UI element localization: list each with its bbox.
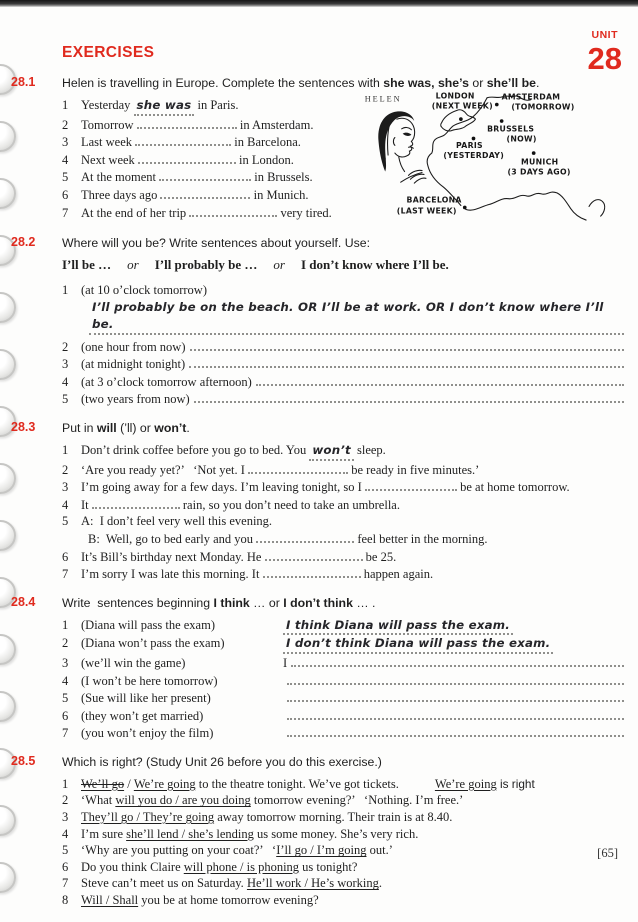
item-text [81,842,624,859]
exercise-item [62,565,624,583]
item-number: 2 [62,462,69,477]
exercise-item [62,776,624,793]
section-instruction [62,236,624,250]
section-number: 28.1 [11,75,36,89]
text-run: Helen is travelling in Europe. Complete the sentences with [62,76,384,90]
item-text [81,186,356,204]
exercise-item [62,390,624,408]
text-run: (we’ll win the game) [81,655,186,670]
item-number: 4 [62,826,69,841]
text-run: I’m sorry I was late this morning. It [81,567,263,582]
exercise-item [62,496,624,514]
exercise-sections [11,75,624,909]
text-run: (at 10 o’clock tomorrow) [81,283,208,297]
text-run: tomorrow evening?’ ‘Nothing. I’m free.’ [250,793,464,808]
item-number: 3 [62,357,69,372]
text-run: be at home tomorrow. [456,480,570,495]
text-run: . [186,420,190,435]
section-instruction [62,596,624,610]
item-number: 1 [62,98,69,112]
text-run: We’ll go [81,776,125,791]
exercise-28.3 [11,419,624,583]
text-run: happen again. [360,567,434,582]
map-label-barcelona: BARCELONA [406,195,462,205]
map-note-paris: (YESTERDAY) [443,150,505,160]
item-text [81,338,624,356]
text-run: I’ll be … [62,257,112,272]
text-run: (two years from now) [81,392,190,407]
item-number: 7 [62,567,69,582]
exercise-item [62,689,624,707]
answer-blank[interactable] [190,338,625,351]
text-run: He’ll work / He’s working [246,876,379,891]
section-instruction [62,76,624,90]
item-number: 3 [62,480,69,495]
map-note-london: (NEXT WEEK) [431,101,493,111]
item-answer [283,672,624,685]
item-number: 8 [62,893,69,908]
text-run: or [273,257,285,272]
text-run: in Brussels. [251,170,313,185]
text-run: I’ll go / I’m going [276,843,367,858]
map-dot-paris [472,137,476,141]
exercise-item-list [62,442,624,583]
exercise-item [62,478,624,496]
item-text [81,892,624,909]
answer-blank[interactable] [160,186,250,199]
item-text [81,875,624,892]
handwritten-answer: I don’t think Diana will pass the exam. [283,635,553,654]
section-number: 28.2 [11,235,36,249]
text-run: will [96,420,117,435]
text-run: Write sentences beginning [62,595,214,610]
answer-blank[interactable] [159,168,251,181]
item-text [81,690,283,707]
handwritten-answer: I think Diana will pass the exam. [283,617,513,636]
item-text [81,708,283,725]
item-text [81,461,624,479]
text-run: We’re going [434,776,497,791]
text-run: Where will you be? Write sentences about yourself. Use: [62,236,371,250]
text-run: Don’t drink coffee before you go to bed. You [81,442,310,457]
exercise-item [62,859,624,876]
exercise-item [62,168,356,186]
text-run: I [283,655,288,670]
map-label-amsterdam: AMSTERDAM [501,92,561,102]
answer-blank[interactable] [248,461,348,474]
text-run: At the end of her trip [81,205,190,220]
text-run: ‘What [81,793,116,808]
text-run: . [378,876,382,891]
text-run: out.’ [366,843,393,858]
binding-ring [0,121,16,152]
exercise-item [69,530,624,548]
text-run: she was, she’s [383,76,469,90]
item-number: 2 [62,117,69,132]
answer-blank[interactable] [92,496,180,509]
item-text [81,826,624,843]
text-run: Which is right? (Study Unit 26 before you do this exercise.) [62,754,382,769]
text-run: in London. [235,152,294,167]
exercise-item [62,186,356,204]
map-note-brussels: (NOW) [506,134,537,144]
text-run: It’s Bill’s birthday next Monday. He [81,549,265,564]
binding-ring [0,520,16,551]
text-run: B: Well, go to bed early and you [88,531,257,546]
item-text [81,776,624,793]
answer-blank[interactable] [287,672,624,685]
text-run: or [127,257,139,272]
item-number: 7 [62,876,69,891]
exercise-item [62,875,624,892]
text-run: very tired. [277,205,332,220]
page-content [11,40,624,922]
item-text [81,655,283,672]
item-text [81,373,624,391]
text-run: Three days ago [81,187,161,202]
text-run: I think [213,595,250,610]
item-answer [283,617,624,636]
exercise-item [62,338,624,356]
exercise-item [62,116,356,134]
item-number: 3 [62,810,69,825]
text-run: … or [249,595,284,610]
handwritten-answer: won’t [309,442,354,461]
item-answer [283,707,624,720]
exercise-28.5 [11,753,624,909]
item-text [81,809,624,826]
text-run: Put in [62,420,97,435]
text-run: feel better in the morning. [354,531,488,546]
item-number: 1 [62,776,69,791]
text-run: At the moment [81,170,160,185]
exercise-item [62,635,624,654]
exercise-item [62,548,624,566]
map-figure-label: HELEN [364,94,402,104]
binding-ring [0,463,16,494]
text-run: is right [496,776,535,791]
text-run: us some money. She’s very rich. [253,826,419,841]
item-text [81,442,624,461]
answer-blank[interactable] [263,565,361,578]
exercise-28.1 [11,75,624,223]
text-run: in Amsterdam. [236,117,314,132]
item-answer [283,654,624,672]
exercise-item [62,151,356,169]
item-number: 4 [62,374,69,389]
exercise-item [62,826,624,843]
map-label-paris: PARIS [456,141,483,151]
text-run: I don’t know where I’ll be. [300,257,449,272]
item-number: 6 [62,708,69,723]
item-text [81,859,624,876]
exercise-28.2 [11,235,624,408]
text-run: us tonight? [299,859,358,874]
binding-ring [0,862,16,893]
map-label-brussels: BRUSSELS [487,124,535,134]
item-answer [283,635,624,654]
item-number: 2 [62,339,69,354]
exercise-item-list [62,776,624,909]
binding-ring [0,691,16,722]
answer-blank[interactable] [189,204,277,217]
text-run: sleep. [353,442,386,457]
exercise-item [62,724,624,742]
text-run: Tomorrow [81,117,137,132]
binding-ring [0,178,16,209]
answer-blank[interactable] [291,654,624,667]
item-text [81,635,283,652]
exercise-item [62,282,624,299]
exercise-item [62,892,624,909]
text-run: away tomorrow morning. Their train is at 8.40. [214,810,453,825]
binding-ring [0,634,16,665]
map-note-munich: (3 DAYS AGO) [507,167,571,177]
map-note-barcelona: (LAST WEEK) [396,206,457,216]
text-run: It [81,497,92,512]
text-run: ‘Are you ready yet?’ ‘Not yet. I [81,462,249,477]
exercise-item [62,513,624,530]
item-text [81,792,624,809]
text-run: (I won’t be here tomorrow) [81,673,218,688]
text-run: in Munich. [250,187,309,202]
text-run: We’re going [133,776,196,791]
exercise-item [62,442,624,461]
text-run: be 25. [362,549,397,564]
answer-blank[interactable] [287,689,624,702]
text-run: rain, so you don’t need to take an umbrella. [179,497,400,512]
europe-map-illustration [358,89,622,223]
text-run: you be at home tomorrow evening? [138,893,319,908]
item-number: 7 [62,726,69,741]
item-number: 1 [62,283,69,297]
item-text [81,673,283,690]
text-run: or [468,76,487,90]
answer-blank[interactable] [256,373,624,386]
text-run: to the theatre tonight. We’ve got tickets. [195,776,399,791]
item-answer-line [89,299,624,335]
item-number: 5 [62,392,69,407]
text-run: I’ll probably be … [154,257,258,272]
item-text [81,513,624,530]
item-answer [283,724,624,737]
item-number: 1 [62,617,69,632]
item-text [81,390,624,408]
answer-blank[interactable] [194,390,624,403]
text-run: (you won’t enjoy the film) [81,726,214,741]
item-text [81,496,624,514]
map-dot-brussels [500,119,504,123]
answer-formula [62,257,624,273]
map-label-munich: MUNICH [521,157,559,167]
item-number: 6 [62,187,69,202]
page-title: EXERCISES [62,44,155,61]
answer-blank[interactable] [365,478,457,491]
handwritten-answer: I’ll probably be on the beach. OR I’ll be at work. OR I don’t know where I’ll be. [89,299,624,335]
map-dot-barcelona [463,206,467,210]
text-run: she’ll lend / she’s lending [126,826,254,841]
text-run: she’ll be [486,76,536,90]
exercise-item [62,792,624,809]
text-run: in Barcelona. [231,135,301,150]
exercise-item [62,355,624,373]
binding-ring [0,805,16,836]
item-text [81,617,283,634]
text-run: won’t [154,420,187,435]
exercise-28.4 [11,594,624,742]
exercise-item [62,617,624,636]
exercise-item-list [62,617,624,742]
exercise-item [62,97,356,116]
item-text [81,168,356,186]
text-run: A: I don’t feel very well this evening. [81,514,273,529]
item-text [81,151,356,169]
item-number: 5 [62,691,69,706]
text-run: I’m sure [81,826,127,841]
answer-blank[interactable] [265,548,363,561]
exercise-item [62,707,624,725]
item-number: 6 [62,549,69,564]
text-run: . [535,76,540,90]
item-text [81,204,356,222]
exercise-item-list [62,97,356,221]
handwritten-answer: she was [134,97,195,116]
item-number: 1 [62,442,69,457]
answer-blank[interactable] [256,530,354,543]
exercise-item [62,654,624,672]
binding-ring [0,349,16,380]
section-number: 28.4 [11,594,36,609]
item-text [81,725,283,742]
exercise-item [62,842,624,859]
text-run: (one hour from now) [81,339,186,354]
answer-blank[interactable] [135,133,231,146]
item-number: 2 [62,636,69,651]
text-run: (Sue will like her present) [81,691,211,706]
exercise-item [62,672,624,690]
item-text [81,97,356,116]
map-dot-london [459,117,463,121]
text-run: (they won’t get married) [81,708,204,723]
item-text [81,565,624,583]
answer-blank[interactable] [137,116,237,129]
text-run: Yesterday [81,98,134,112]
text-run: Do you think Claire [81,859,184,874]
text-run: Last week [81,135,136,150]
unit-label: UNIT [591,29,618,41]
exercise-item [62,204,356,222]
exercise-item [62,461,624,479]
item-number: 6 [62,859,69,874]
item-number: 3 [62,135,69,150]
map-note-amsterdam: (TOMORROW) [511,102,575,112]
text-run: Will / Shall [81,893,139,908]
section-number: 28.3 [11,419,36,434]
item-number: 4 [62,152,69,167]
text-run: (at midnight tonight) [81,357,186,372]
exercise-item-list [62,282,624,408]
text-run: will phone / is phoning [183,859,300,874]
text-run: (Diana won’t pass the exam) [81,636,225,651]
section-instruction [62,755,624,769]
text-run: be ready in five minutes.’ [348,462,480,477]
text-run: They’ll go / They’re going [81,810,215,825]
answer-blank[interactable] [287,724,624,737]
answer-blank[interactable] [287,707,624,720]
text-run: … . [352,595,376,610]
unit-number: 28 [587,40,622,76]
item-text [81,355,624,373]
item-number: 2 [62,793,69,808]
exercise-item [62,373,624,391]
text-run: ‘Why are you putting on your coat?’ ‘ [81,843,277,858]
exercise-item [62,133,356,151]
section-number: 28.5 [11,753,36,768]
map-label-london: LONDON [435,91,475,101]
item-text [81,478,624,496]
map-dot-munich [532,151,536,155]
item-number: 5 [62,843,69,858]
item-number: 7 [62,205,69,220]
item-number: 5 [62,170,69,185]
text-run: I’m going away for a few days. I’m leaving tonight, so I [81,480,365,495]
item-text [81,116,356,134]
text-run: (at 3 o’clock tomorrow afternoon) [81,374,252,389]
answer-blank[interactable] [189,355,624,368]
text-run: / [124,776,134,791]
item-number: 5 [62,514,69,529]
item-text [81,282,624,299]
item-number: 3 [62,655,69,670]
map-dot-amsterdam [495,103,499,107]
page-number: [65] [597,846,618,860]
item-text [81,133,356,151]
text-run: in Paris. [194,98,239,112]
item-number: 4 [62,673,69,688]
text-run: (Diana will pass the exam) [81,617,215,632]
text-run: (’ll) or [116,420,155,435]
text-run: I don’t think [283,595,353,610]
exercise-item [62,809,624,826]
item-answer [283,689,624,702]
answer-blank[interactable] [138,151,236,164]
text-run: Steve can’t meet us on Saturday. [81,876,247,891]
item-text [88,530,624,548]
section-instruction [62,421,624,435]
text-run: will you do / are you doing [115,793,251,808]
binding-ring [0,292,16,323]
item-number: 4 [62,497,69,512]
page-top-edge [0,0,638,7]
item-text [81,548,624,566]
text-run: Next week [81,152,138,167]
